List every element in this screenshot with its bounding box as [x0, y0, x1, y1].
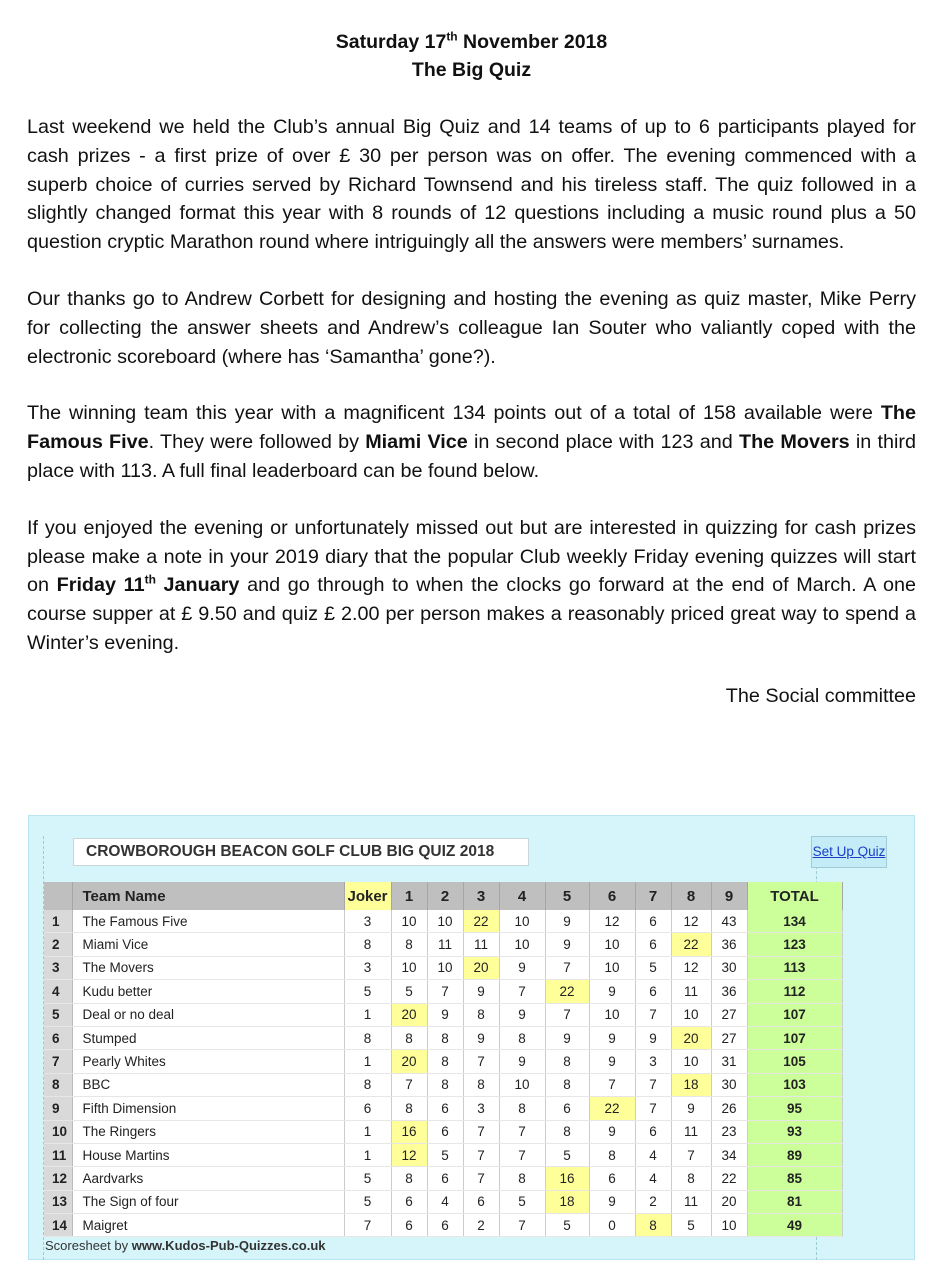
- round-score-cell: 7: [545, 1003, 589, 1026]
- round-score-cell: 7: [635, 1073, 671, 1096]
- rank-cell: 11: [44, 1143, 72, 1166]
- round-score-cell: 5: [671, 1214, 711, 1237]
- round-score-cell: 8: [545, 1120, 589, 1143]
- table-row: [44, 933, 842, 956]
- second-team: Miami Vice: [365, 431, 468, 454]
- round-score-cell: 36: [711, 933, 747, 956]
- round-score-cell: 10: [391, 956, 427, 979]
- round-score-cell: 20: [463, 956, 499, 979]
- round-score-cell: 7: [545, 956, 589, 979]
- scoresheet-title: CROWBOROUGH BEACON GOLF CLUB BIG QUIZ 2018: [73, 838, 529, 866]
- team-name-cell: House Martins: [72, 1143, 344, 1166]
- total-cell: 105: [747, 1050, 842, 1073]
- scoresheet-panel: [28, 815, 915, 1260]
- rank-cell: 4: [44, 980, 72, 1003]
- round-score-cell: 18: [671, 1073, 711, 1096]
- round-score-cell: 27: [711, 1026, 747, 1049]
- round-score-cell: 10: [391, 910, 427, 933]
- round-score-cell: 10: [671, 1050, 711, 1073]
- table-row: [44, 1026, 842, 1049]
- round-score-cell: 10: [589, 933, 635, 956]
- round-score-cell: 7: [499, 1214, 545, 1237]
- round-score-cell: 7: [635, 1097, 671, 1120]
- round-score-cell: 12: [671, 910, 711, 933]
- round-score-cell: 5: [427, 1143, 463, 1166]
- round-score-cell: 12: [391, 1143, 427, 1166]
- round-score-cell: 7: [589, 1073, 635, 1096]
- total-cell: 85: [747, 1167, 842, 1190]
- column-header-round-2: 2: [427, 882, 463, 910]
- rank-cell: 6: [44, 1026, 72, 1049]
- total-cell: 89: [747, 1143, 842, 1166]
- rank-cell: 2: [44, 933, 72, 956]
- team-name-cell: Miami Vice: [72, 933, 344, 956]
- total-cell: 107: [747, 1003, 842, 1026]
- round-score-cell: 8: [391, 1097, 427, 1120]
- rank-cell: 3: [44, 956, 72, 979]
- table-row: [44, 1097, 842, 1120]
- total-cell: 112: [747, 980, 842, 1003]
- total-cell: 107: [747, 1026, 842, 1049]
- table-row: [44, 1120, 842, 1143]
- table-row: [44, 1190, 842, 1213]
- team-name-cell: The Movers: [72, 956, 344, 979]
- round-score-cell: 8: [391, 1026, 427, 1049]
- round-score-cell: 9: [589, 1026, 635, 1049]
- round-score-cell: 12: [589, 910, 635, 933]
- round-score-cell: 4: [635, 1143, 671, 1166]
- round-score-cell: 9: [463, 980, 499, 1003]
- round-score-cell: 22: [711, 1167, 747, 1190]
- team-name-cell: The Famous Five: [72, 910, 344, 933]
- round-score-cell: 9: [463, 1026, 499, 1049]
- round-score-cell: 5: [391, 980, 427, 1003]
- column-header-round-1: 1: [391, 882, 427, 910]
- round-score-cell: 7: [671, 1143, 711, 1166]
- round-score-cell: 5: [545, 1143, 589, 1166]
- leaderboard-table: [44, 882, 843, 1237]
- round-score-cell: 9: [545, 933, 589, 956]
- round-score-cell: 9: [589, 980, 635, 1003]
- round-score-cell: 7: [463, 1143, 499, 1166]
- round-score-cell: 9: [671, 1097, 711, 1120]
- total-cell: 123: [747, 933, 842, 956]
- team-name-cell: Fifth Dimension: [72, 1097, 344, 1120]
- table-row: [44, 1073, 842, 1096]
- column-header-joker: Joker: [344, 882, 391, 910]
- document-body: [27, 0, 916, 710]
- round-score-cell: 9: [499, 956, 545, 979]
- total-cell: 95: [747, 1097, 842, 1120]
- rank-cell: 10: [44, 1120, 72, 1143]
- round-score-cell: 10: [499, 933, 545, 956]
- round-score-cell: 6: [635, 910, 671, 933]
- round-score-cell: 10: [711, 1214, 747, 1237]
- joker-cell: 6: [344, 1097, 391, 1120]
- round-score-cell: 7: [499, 1120, 545, 1143]
- scoresheet-credit: Scoresheet by www.Kudos-Pub-Quizzes.co.uk: [45, 1238, 326, 1253]
- total-cell: 81: [747, 1190, 842, 1213]
- round-score-cell: 6: [391, 1214, 427, 1237]
- round-score-cell: 2: [635, 1190, 671, 1213]
- round-score-cell: 8: [499, 1026, 545, 1049]
- rank-cell: 1: [44, 910, 72, 933]
- round-score-cell: 11: [671, 1120, 711, 1143]
- round-score-cell: 36: [711, 980, 747, 1003]
- round-score-cell: 8: [463, 1003, 499, 1026]
- joker-cell: 5: [344, 1167, 391, 1190]
- joker-cell: 8: [344, 1073, 391, 1096]
- round-score-cell: 11: [671, 1190, 711, 1213]
- joker-cell: 8: [344, 1026, 391, 1049]
- table-row: [44, 980, 842, 1003]
- round-score-cell: 9: [589, 1190, 635, 1213]
- column-header-team-name: Team Name: [72, 882, 344, 910]
- round-score-cell: 7: [635, 1003, 671, 1026]
- team-name-cell: The Sign of four: [72, 1190, 344, 1213]
- round-score-cell: 20: [391, 1003, 427, 1026]
- joker-cell: 1: [344, 1143, 391, 1166]
- rank-cell: 5: [44, 1003, 72, 1026]
- team-name-cell: Stumped: [72, 1026, 344, 1049]
- column-header-round-9: 9: [711, 882, 747, 910]
- team-name-cell: BBC: [72, 1073, 344, 1096]
- round-score-cell: 9: [427, 1003, 463, 1026]
- round-score-cell: 20: [391, 1050, 427, 1073]
- total-cell: 49: [747, 1214, 842, 1237]
- date-heading: Saturday 17th November 2018: [335, 29, 608, 53]
- joker-cell: 5: [344, 1190, 391, 1213]
- round-score-cell: 8: [545, 1050, 589, 1073]
- round-score-cell: 20: [711, 1190, 747, 1213]
- rank-cell: 14: [44, 1214, 72, 1237]
- round-score-cell: 10: [499, 910, 545, 933]
- round-score-cell: 10: [589, 956, 635, 979]
- round-score-cell: 7: [427, 980, 463, 1003]
- round-score-cell: 9: [635, 1026, 671, 1049]
- page-title: The Big Quiz: [411, 59, 532, 81]
- round-score-cell: 18: [545, 1190, 589, 1213]
- rank-cell: 9: [44, 1097, 72, 1120]
- total-cell: 93: [747, 1120, 842, 1143]
- round-score-cell: 10: [427, 956, 463, 979]
- round-score-cell: 8: [499, 1097, 545, 1120]
- joker-cell: 3: [344, 910, 391, 933]
- round-score-cell: 22: [589, 1097, 635, 1120]
- column-header-rank: [44, 882, 72, 910]
- round-score-cell: 10: [427, 910, 463, 933]
- column-header-round-6: 6: [589, 882, 635, 910]
- round-score-cell: 31: [711, 1050, 747, 1073]
- paragraph-intro: Last weekend we held the Club’s annual Big Quiz and 14 teams of up to 6 participants played for cash prizes - a first prize of over £ 30 per person was on offer. The evening commenced with a superb choice of curries served by Richard Townsend and his tireless staff. The quiz followed in a slightly changed format this year with 8 rounds of 12 questions including a music round plus a 50 question cryptic Marathon round where intriguingly all the answers were members’ surnames.: [27, 116, 916, 254]
- round-score-cell: 10: [589, 1003, 635, 1026]
- round-score-cell: 8: [499, 1167, 545, 1190]
- table-row: [44, 956, 842, 979]
- joker-cell: 1: [344, 1003, 391, 1026]
- round-score-cell: 6: [427, 1097, 463, 1120]
- round-score-cell: 9: [589, 1120, 635, 1143]
- round-score-cell: 22: [671, 933, 711, 956]
- round-score-cell: 11: [463, 933, 499, 956]
- round-score-cell: 7: [463, 1050, 499, 1073]
- round-score-cell: 30: [711, 956, 747, 979]
- round-score-cell: 26: [711, 1097, 747, 1120]
- round-score-cell: 22: [463, 910, 499, 933]
- round-score-cell: 7: [391, 1073, 427, 1096]
- round-score-cell: 27: [711, 1003, 747, 1026]
- team-name-cell: Pearly Whites: [72, 1050, 344, 1073]
- round-score-cell: 2: [463, 1214, 499, 1237]
- joker-cell: 1: [344, 1050, 391, 1073]
- round-score-cell: 6: [463, 1190, 499, 1213]
- round-score-cell: 6: [427, 1120, 463, 1143]
- round-score-cell: 8: [427, 1026, 463, 1049]
- round-score-cell: 8: [427, 1073, 463, 1096]
- table-row: [44, 1214, 842, 1237]
- team-name-cell: Kudu better: [72, 980, 344, 1003]
- third-team: The Movers: [739, 431, 850, 454]
- joker-cell: 8: [344, 933, 391, 956]
- round-score-cell: 5: [499, 1190, 545, 1213]
- joker-cell: 1: [344, 1120, 391, 1143]
- column-header-round-3: 3: [463, 882, 499, 910]
- round-score-cell: 9: [545, 1026, 589, 1049]
- round-score-cell: 8: [427, 1050, 463, 1073]
- round-score-cell: 7: [463, 1167, 499, 1190]
- round-score-cell: 8: [635, 1214, 671, 1237]
- round-score-cell: 3: [635, 1050, 671, 1073]
- total-cell: 134: [747, 910, 842, 933]
- column-header-round-5: 5: [545, 882, 589, 910]
- round-score-cell: 0: [589, 1214, 635, 1237]
- round-score-cell: 9: [499, 1050, 545, 1073]
- round-score-cell: 8: [391, 933, 427, 956]
- round-score-cell: 6: [589, 1167, 635, 1190]
- round-score-cell: 20: [671, 1026, 711, 1049]
- team-name-cell: Deal or no deal: [72, 1003, 344, 1026]
- round-score-cell: 16: [545, 1167, 589, 1190]
- rank-cell: 7: [44, 1050, 72, 1073]
- paragraph-upcoming: If you enjoyed the evening or unfortunately missed out but are interested in quizzing for cash prizes please make a note in your 2019 diary that the popular Club weekly Friday evening quizzes will start on Friday 11th January and go through to when the clocks go forward at the end of March. A one course supper at £ 9.50 and quiz £ 2.00 per person makes a reasonably priced great way to spend a Winter’s evening.: [27, 516, 916, 654]
- paragraph-thanks: Our thanks go to Andrew Corbett for designing and hosting the evening as quiz master, Mike Perry for collecting the answer sheets and Andrew’s colleague Ian Souter who valiantly coped with the electronic scoreboard (where has ‘Samantha’ gone?).: [27, 287, 916, 368]
- round-score-cell: 11: [427, 933, 463, 956]
- round-score-cell: 6: [635, 933, 671, 956]
- round-score-cell: 7: [499, 1143, 545, 1166]
- round-score-cell: 6: [427, 1214, 463, 1237]
- round-score-cell: 5: [635, 956, 671, 979]
- round-score-cell: 12: [671, 956, 711, 979]
- round-score-cell: 7: [499, 980, 545, 1003]
- table-row: [44, 1143, 842, 1166]
- winner-team: The Famous Five: [27, 402, 916, 454]
- round-score-cell: 10: [671, 1003, 711, 1026]
- round-score-cell: 9: [499, 1003, 545, 1026]
- round-score-cell: 4: [635, 1167, 671, 1190]
- round-score-cell: 8: [463, 1073, 499, 1096]
- rank-cell: 13: [44, 1190, 72, 1213]
- credit-link[interactable]: www.Kudos-Pub-Quizzes.co.uk: [131, 1238, 326, 1253]
- joker-cell: 5: [344, 980, 391, 1003]
- team-name-cell: Aardvarks: [72, 1167, 344, 1190]
- column-header-round-8: 8: [671, 882, 711, 910]
- setup-quiz-link[interactable]: Set Up Quiz: [811, 836, 887, 868]
- column-header-round-7: 7: [635, 882, 671, 910]
- round-score-cell: 6: [635, 1120, 671, 1143]
- round-score-cell: 6: [635, 980, 671, 1003]
- round-score-cell: 5: [545, 1214, 589, 1237]
- round-score-cell: 43: [711, 910, 747, 933]
- round-score-cell: 6: [427, 1167, 463, 1190]
- total-cell: 103: [747, 1073, 842, 1096]
- table-row: [44, 1167, 842, 1190]
- table-body: [44, 910, 842, 1237]
- rank-cell: 12: [44, 1167, 72, 1190]
- column-header-total: TOTAL: [747, 882, 842, 910]
- round-score-cell: 8: [545, 1073, 589, 1096]
- team-name-cell: Maigret: [72, 1214, 344, 1237]
- paragraph-results: The winning team this year with a magnificent 134 points out of a total of 158 available were The Famous Five. They were followed by Miami Vice in second place with 123 and The Movers in third place with 113. A full final leaderboard can be found below.: [27, 402, 916, 482]
- round-score-cell: 4: [427, 1190, 463, 1213]
- round-score-cell: 11: [671, 980, 711, 1003]
- round-score-cell: 9: [589, 1050, 635, 1073]
- round-score-cell: 9: [545, 910, 589, 933]
- round-score-cell: 3: [463, 1097, 499, 1120]
- round-score-cell: 22: [545, 980, 589, 1003]
- round-score-cell: 6: [545, 1097, 589, 1120]
- column-header-round-4: 4: [499, 882, 545, 910]
- round-score-cell: 23: [711, 1120, 747, 1143]
- round-score-cell: 8: [391, 1167, 427, 1190]
- table-row: [44, 910, 842, 933]
- total-cell: 113: [747, 956, 842, 979]
- round-score-cell: 8: [671, 1167, 711, 1190]
- round-score-cell: 6: [391, 1190, 427, 1213]
- round-score-cell: 30: [711, 1073, 747, 1096]
- round-score-cell: 10: [499, 1073, 545, 1096]
- round-score-cell: 34: [711, 1143, 747, 1166]
- round-score-cell: 16: [391, 1120, 427, 1143]
- signoff: The Social committee: [725, 684, 916, 707]
- joker-cell: 7: [344, 1214, 391, 1237]
- team-name-cell: The Ringers: [72, 1120, 344, 1143]
- table-row: [44, 1050, 842, 1073]
- rank-cell: 8: [44, 1073, 72, 1096]
- table-header-row: [44, 882, 842, 910]
- table-row: [44, 1003, 842, 1026]
- round-score-cell: 7: [463, 1120, 499, 1143]
- round-score-cell: 8: [589, 1143, 635, 1166]
- joker-cell: 3: [344, 956, 391, 979]
- start-date: Friday 11th January: [56, 572, 240, 597]
